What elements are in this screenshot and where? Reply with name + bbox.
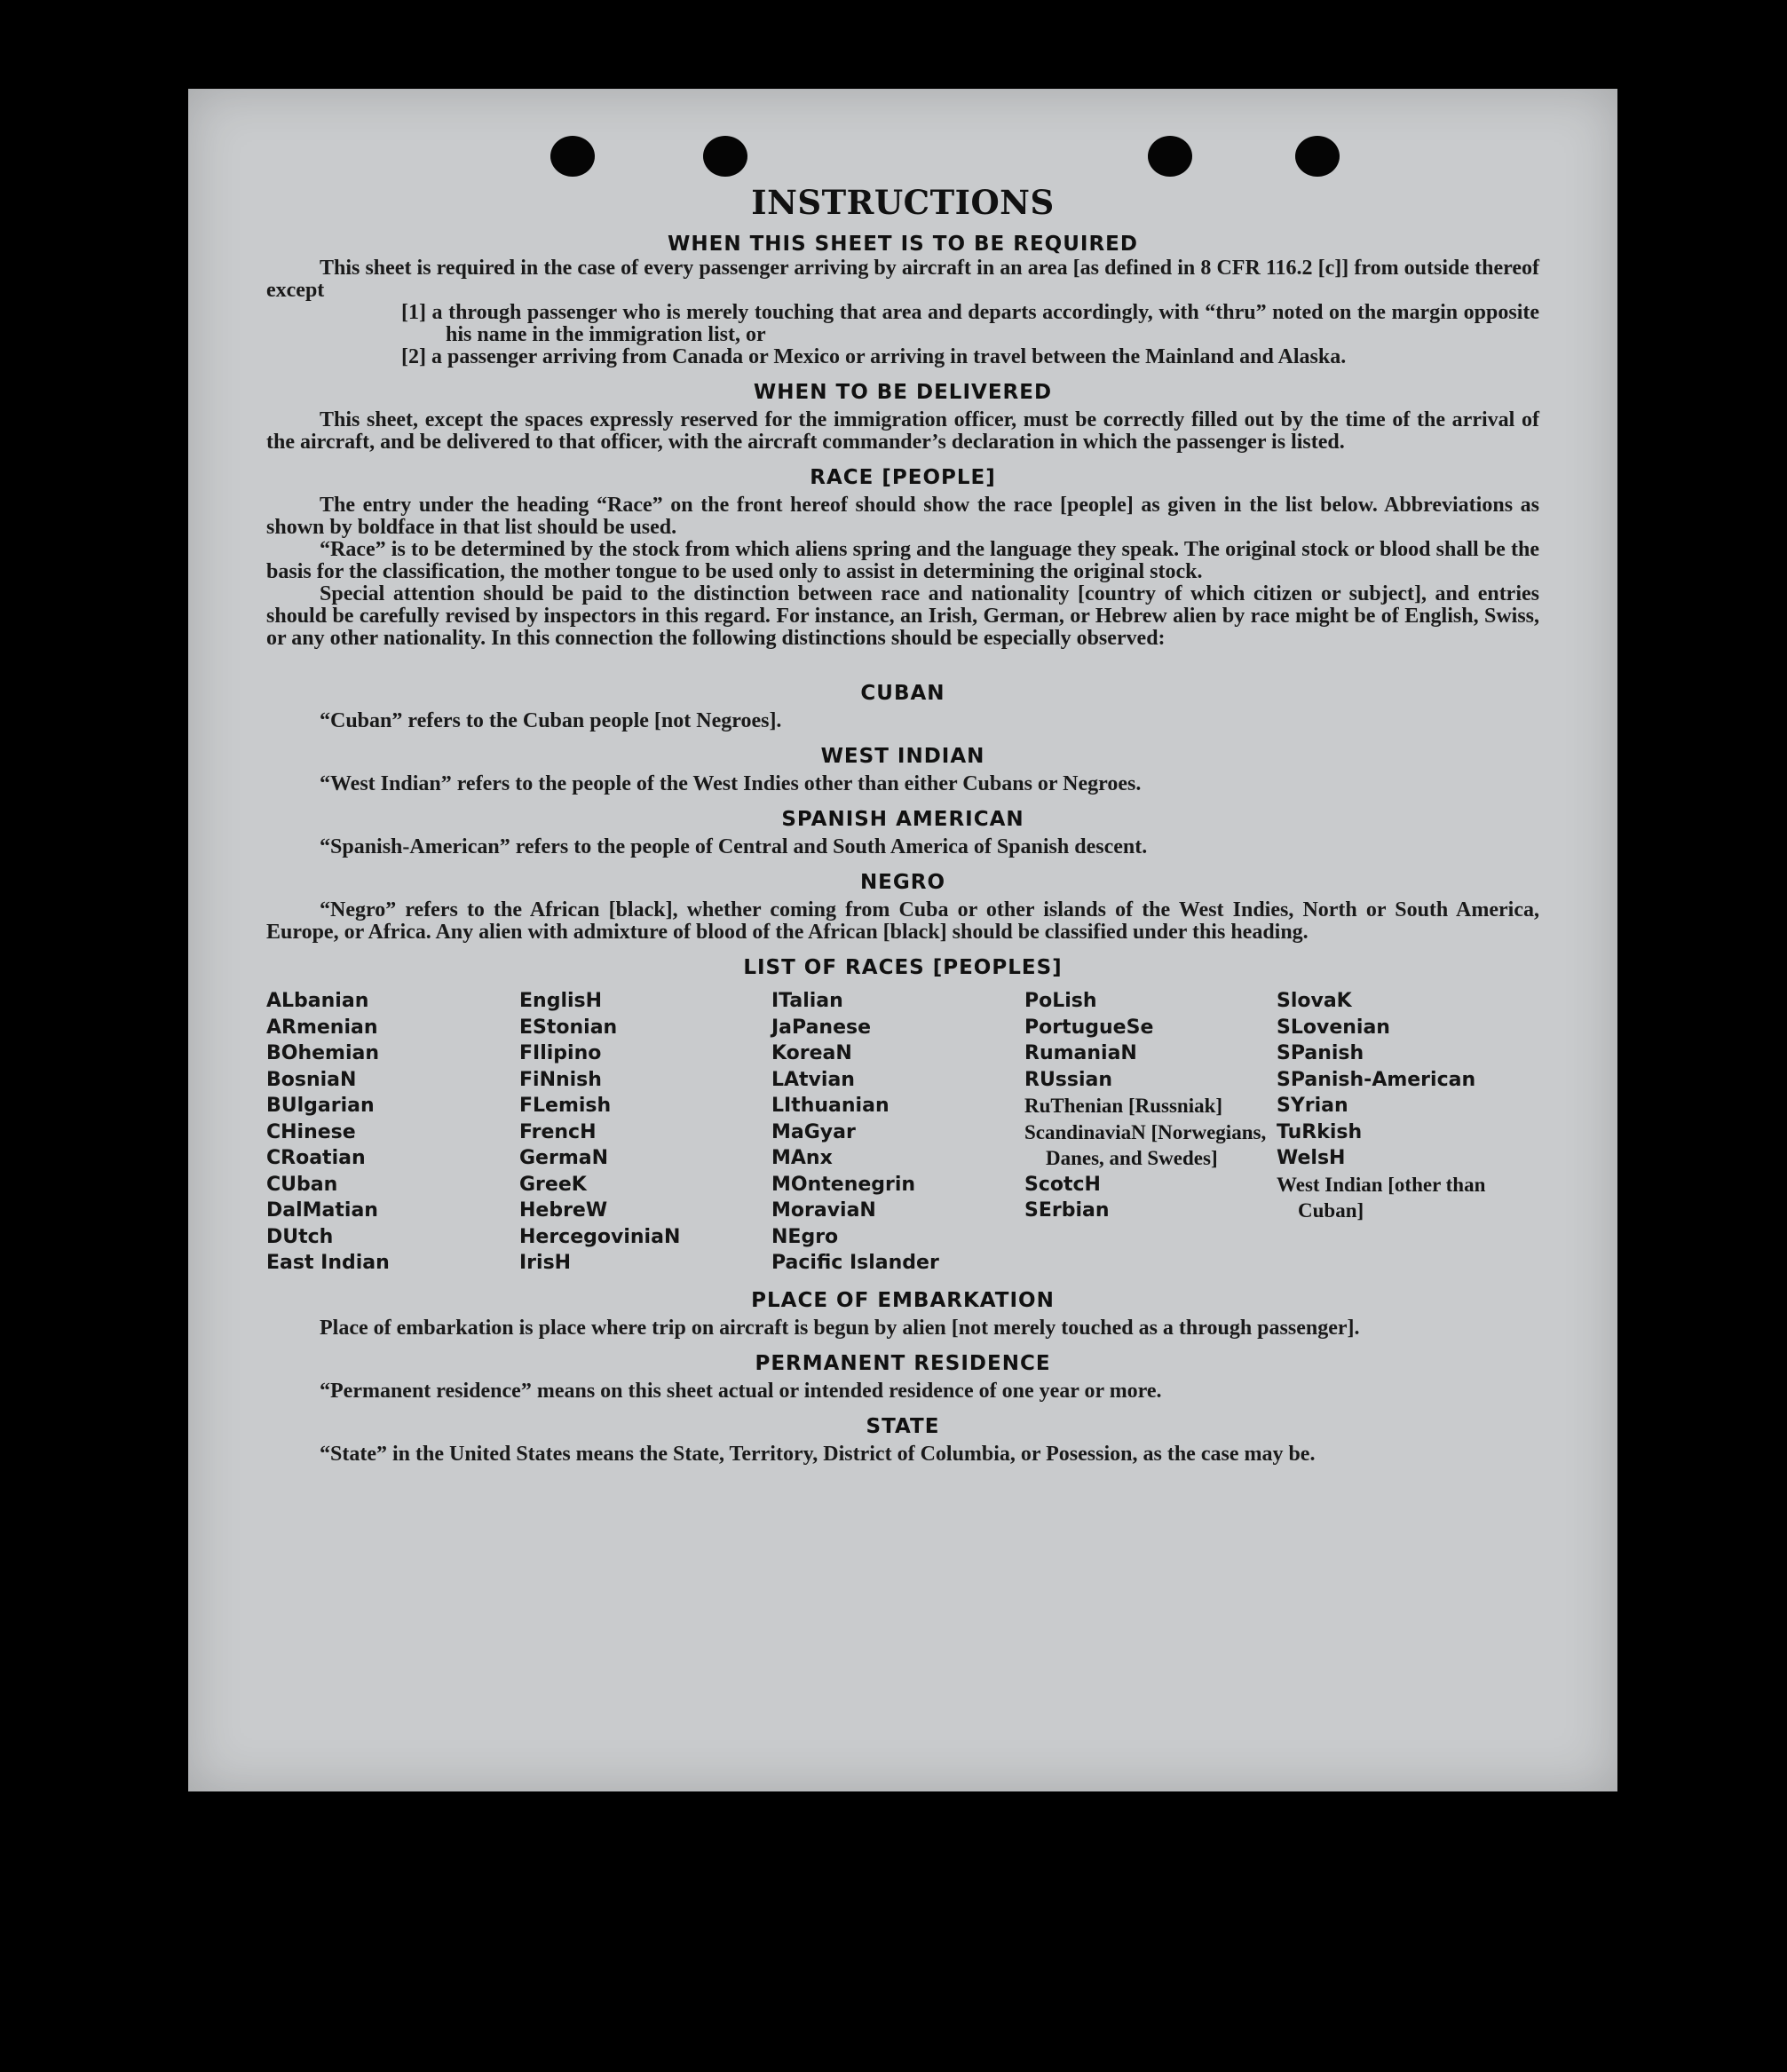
race-entry: TuRkish (1277, 1120, 1363, 1143)
race-entry: FLemish (519, 1095, 612, 1117)
race-entry: BUlgarian (266, 1095, 375, 1117)
instructions-content (266, 185, 1539, 1466)
race-entry: BOhemian (266, 1042, 380, 1064)
list-item: [1] a through passenger who is merely touching that area and departs accordingly, with “thru” noted on the margin opposite his name in the immigration list, or (401, 301, 1539, 346)
race-entry: IrisH (519, 1252, 572, 1274)
punch-hole (703, 136, 747, 177)
section-heading: STATE (866, 1414, 940, 1438)
paragraph: “Spanish-American” refers to the people of Central and South America of Spanish descent. (320, 835, 1148, 858)
punch-hole (1295, 136, 1340, 177)
section-heading: WEST INDIAN (820, 745, 985, 768)
races-list (266, 988, 1539, 1277)
paragraph: “Cuban” refers to the Cuban people [not Negroes]. (320, 709, 782, 732)
race-entry: SErbian (1024, 1199, 1110, 1222)
section-heading: RACE [PEOPLE] (810, 466, 996, 489)
race-entry: SPanish-American (1277, 1068, 1476, 1091)
paragraph: This sheet, except the spaces expressly reserved for the immigration officer, must be correctly filled out by the time of the arrival of the aircraft, and be delivered to that officer, with the aircraft commander’s declaration in which the passenger is listed. (266, 408, 1539, 454)
race-entry: CRoatian (266, 1147, 366, 1169)
race-entry: ARmenian (266, 1016, 378, 1039)
section-heading: WHEN TO BE DELIVERED (753, 381, 1053, 404)
race-entry: WelsH (1277, 1147, 1346, 1169)
race-entry: EnglisH (519, 990, 603, 1012)
race-entry: Pacific Islander (771, 1252, 939, 1274)
race-entry: KoreaN (771, 1042, 852, 1064)
paragraph: “Permanent residence” means on this sheet actual or intended residence of one year or more. (320, 1379, 1162, 1403)
race-entry: PoLish (1024, 990, 1097, 1012)
document-sheet (188, 89, 1617, 1791)
paragraph: “State” in the United States means the State, Territory, District of Columbia, or Posession, as the case may be. (320, 1442, 1316, 1466)
paragraph: “West Indian” refers to the people of the West Indies other than either Cubans or Negroes. (320, 772, 1142, 795)
race-entry: JaPanese (771, 1016, 872, 1039)
race-entry: GermaN (519, 1147, 609, 1169)
section-heading: NEGRO (859, 871, 946, 894)
race-entry: EStonian (519, 1016, 618, 1039)
paragraph: “Race” is to be determined by the stock from which aliens spring and the language they speak. The original stock or blood shall be the basis for the classification, the mother tongue to be used only to assist in determining the original stock. (266, 538, 1539, 583)
race-entry: East Indian (266, 1252, 390, 1274)
race-entry: HebreW (519, 1199, 608, 1222)
races-column (1277, 988, 1539, 1277)
race-entry: DalMatian (266, 1199, 378, 1222)
race-entry: ScotcH (1024, 1173, 1101, 1196)
race-entry: DUtch (266, 1225, 334, 1248)
race-entry: SPanish (1277, 1042, 1364, 1064)
race-entry: FIlipino (519, 1042, 602, 1064)
race-entry: HercegoviniaN (519, 1225, 681, 1248)
section-heading: WHEN THIS SHEET IS TO BE REQUIRED (668, 233, 1138, 256)
race-entry: FrencH (519, 1120, 597, 1143)
race-entry: MaGyar (771, 1120, 856, 1143)
section-heading: CUBAN (860, 682, 945, 705)
race-entry: ITalian (771, 990, 843, 1012)
race-entry: MOntenegrin (771, 1173, 916, 1196)
race-entry: FiNnish (519, 1068, 602, 1091)
paragraph: “Negro” refers to the African [black], whether coming from Cuba or other islands of the West Indies, North or South America, Europe, or Africa. Any alien with admixture of blood of the African [black] should be classified under this heading. (266, 898, 1539, 944)
paragraph: The entry under the heading “Race” on the front hereof should show the race [people] as given in the list below. Abbreviations as shown by boldface in that list should be used. (266, 494, 1539, 539)
races-column (771, 988, 1024, 1277)
race-entry: SYrian (1277, 1095, 1348, 1117)
races-column (266, 988, 519, 1277)
race-entry: LAtvian (771, 1068, 855, 1091)
section-heading: SPANISH AMERICAN (781, 808, 1024, 831)
section-heading: PLACE OF EMBARKATION (751, 1288, 1055, 1312)
race-entry: MoraviaN (771, 1199, 876, 1222)
race-entry: West Indian [other than Cuban] (1277, 1173, 1486, 1222)
paragraph: Place of embarkation is place where trip on aircraft is begun by alien [not merely touched as a through passenger]. (320, 1316, 1360, 1340)
race-entry: ALbanian (266, 990, 369, 1012)
list-item: [2] a passenger arriving from Canada or Mexico or arriving in travel between the Mainland and Alaska. (401, 345, 1347, 368)
punch-hole (1148, 136, 1192, 177)
race-entry: RuThenian [Russniak] (1024, 1095, 1223, 1117)
race-entry: LIthuanian (771, 1095, 890, 1117)
race-entry: PortugueSe (1024, 1016, 1154, 1039)
paragraph: Special attention should be paid to the distinction between race and nationality [country of which citizen or subject], and entries should be carefully revised by inspectors in this regard. For instance, an Irish, German, or Hebrew alien by race might be of English, Swiss, or any other nationality. In this connection the following distinctions should be especially observed: (266, 582, 1539, 650)
race-entry: RumaniaN (1024, 1042, 1137, 1064)
race-entry: CHinese (266, 1120, 356, 1143)
section-heading: LIST OF RACES [PEOPLES] (743, 956, 1063, 979)
paragraph: This sheet is required in the case of every passenger arriving by aircraft in an area [as defined in 8 CFR 116.2 [c]] from outside thereof except (266, 257, 1539, 302)
page-title: INSTRUCTIONS (751, 183, 1055, 222)
race-entry: RUssian (1024, 1068, 1113, 1091)
race-entry: GreeK (519, 1173, 587, 1196)
race-entry: NEgro (771, 1225, 839, 1248)
race-entry: SlovaK (1277, 990, 1352, 1012)
race-entry: BosniaN (266, 1068, 357, 1091)
race-entry: MAnx (771, 1147, 833, 1169)
races-column (519, 988, 771, 1277)
section-heading: PERMANENT RESIDENCE (755, 1351, 1051, 1375)
races-column (1024, 988, 1277, 1277)
race-entry: SLovenian (1277, 1016, 1390, 1039)
race-entry: ScandinaviaN [Norwegians, Danes, and Swedes] (1024, 1120, 1267, 1169)
punch-hole (550, 136, 595, 177)
race-entry: CUban (266, 1173, 338, 1196)
